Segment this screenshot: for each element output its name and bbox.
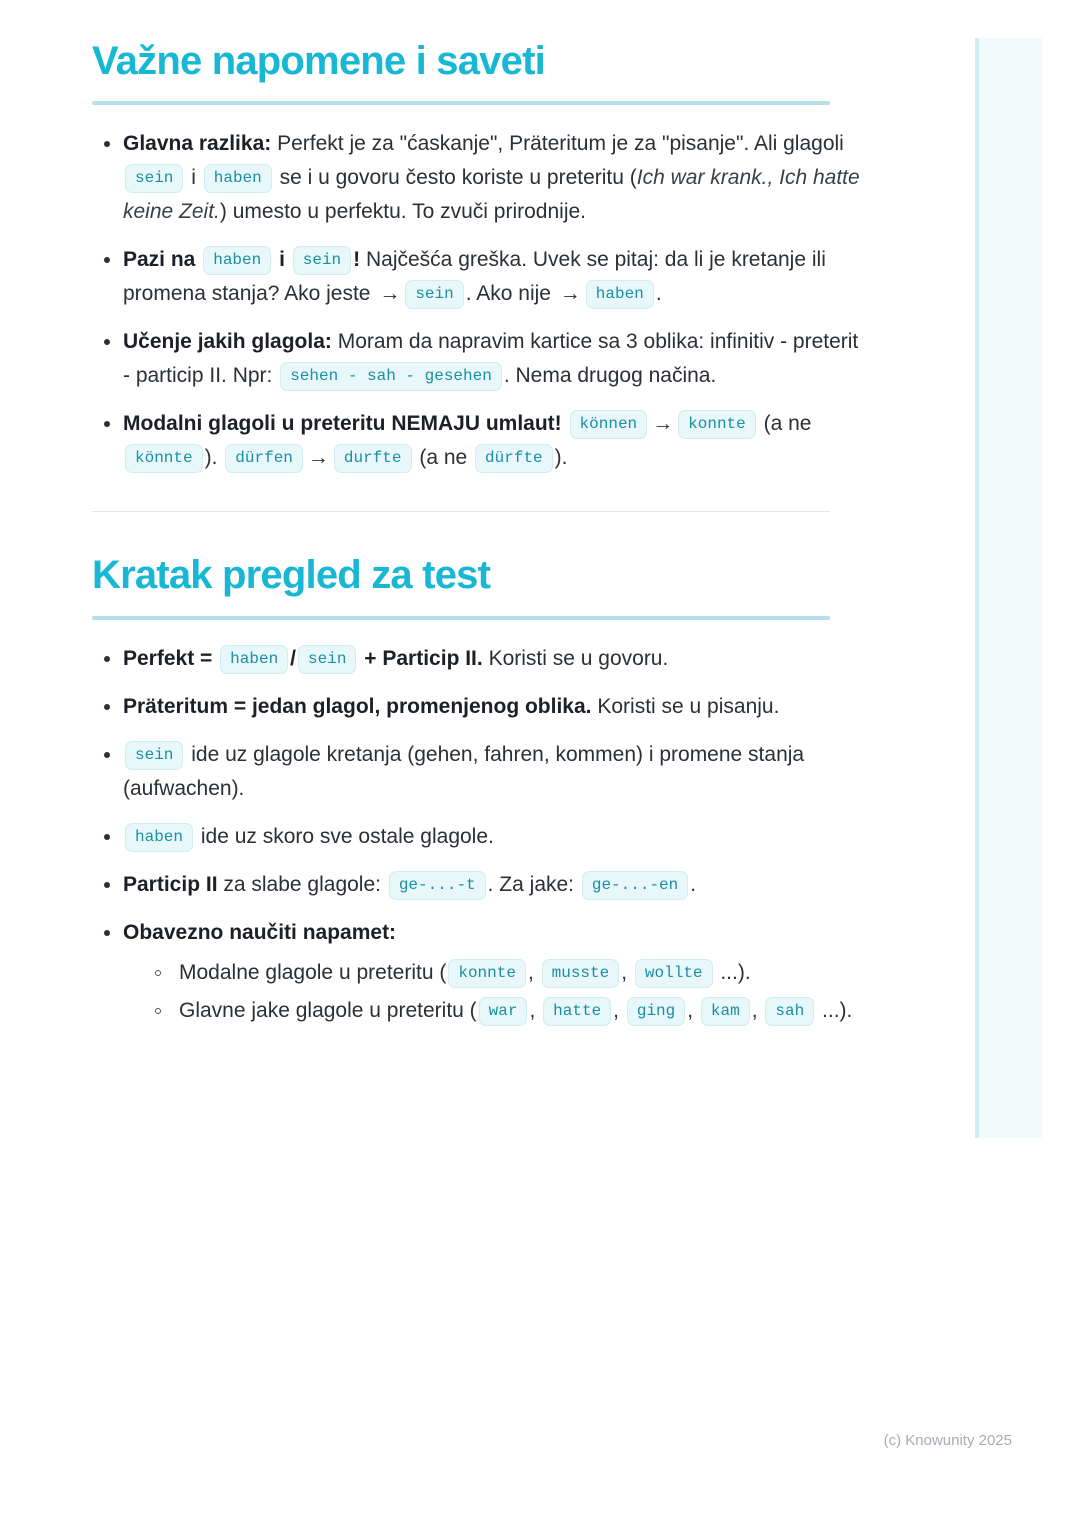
memorize-sublist	[123, 956, 861, 1028]
bullet-text: . Nema drugog načina.	[503, 364, 717, 388]
summary-list	[0, 642, 930, 1028]
notes-list	[0, 127, 930, 475]
bullet-lead: Obavezno naučiti napamet:	[123, 920, 397, 944]
code-chip: musste	[542, 959, 620, 988]
right-decorative-panel	[975, 38, 1042, 1138]
subbullet-text: ,	[613, 998, 625, 1022]
bullet-text: . Za jake:	[487, 872, 580, 896]
title-underline	[92, 616, 830, 620]
section-kratak-pregled	[0, 552, 930, 1027]
page-title: Važne napomene i saveti	[92, 39, 545, 83]
code-chip: sehen - sah - gesehen	[280, 362, 502, 391]
subbullet-text: ,	[527, 960, 540, 984]
bullet-text: Perfekt je za "ćaskanje", Präteritum je za "pisanje". Ali glagoli	[271, 132, 844, 156]
code-chip: konnte	[678, 410, 756, 439]
bullet-text: ).	[554, 446, 568, 470]
arrow-right-icon: →	[559, 282, 581, 306]
bullet-text: . Ako nije	[465, 282, 557, 306]
code-chip: durfte	[334, 444, 412, 473]
example-italic: Ich war krank., Ich hatte keine Zeit.	[123, 166, 860, 224]
bullet-lead: + Particip II.	[364, 646, 483, 670]
bullet-text: ide uz glagole kretanja (gehen, fahren, kommen) i promene stanja (aufwachen).	[123, 742, 805, 800]
code-chip: sah	[765, 997, 814, 1026]
bullet-text: (a ne	[757, 412, 812, 436]
code-chip: sein	[293, 246, 351, 275]
list-item	[155, 994, 861, 1028]
title-underline	[92, 101, 830, 105]
arrow-right-icon: →	[652, 412, 674, 436]
list-item	[92, 868, 861, 902]
bullet-lead: Glavna razlika:	[123, 132, 272, 156]
bullet-text: za slabe glagole:	[217, 872, 387, 896]
subbullet-text: ,	[687, 998, 699, 1022]
slash-separator: /	[290, 646, 297, 670]
code-chip: sein	[125, 741, 183, 770]
bullet-text: ide uz skoro sve ostale glagole.	[195, 824, 494, 848]
bullet-lead: !	[353, 248, 361, 272]
list-item	[92, 820, 861, 854]
list-item	[92, 243, 861, 311]
bullet-lead: Učenje jakih glagola:	[123, 330, 332, 354]
subbullet-text: ...).	[714, 960, 751, 984]
code-chip: sein	[405, 280, 463, 309]
list-item	[92, 325, 861, 393]
code-chip: haben	[203, 246, 271, 275]
arrow-right-icon: →	[307, 446, 329, 470]
bullet-text: .	[690, 872, 697, 896]
subbullet-text: ,	[529, 998, 542, 1022]
bullet-text: se i u govoru često koriste u preteritu (	[273, 166, 637, 190]
code-chip: dürfen	[225, 444, 303, 473]
page-title: Kratak pregled za test	[92, 553, 491, 598]
code-chip: wollte	[635, 959, 713, 988]
bullet-text: Koristi se u govoru.	[482, 646, 669, 670]
section-divider	[92, 511, 830, 512]
list-item	[92, 916, 861, 1028]
subbullet-text: ,	[751, 998, 764, 1022]
subbullet-text: ,	[621, 960, 633, 984]
list-item	[92, 738, 861, 806]
list-item	[155, 956, 861, 990]
arrow-right-icon: →	[379, 282, 401, 306]
code-chip: kam	[701, 997, 750, 1026]
code-chip: haben	[586, 280, 654, 309]
code-chip: ge-...-en	[582, 871, 688, 900]
code-chip: ge-...-t	[389, 871, 486, 900]
bullet-lead: Perfekt =	[123, 646, 213, 670]
code-chip: haben	[220, 645, 288, 674]
code-chip: könnte	[125, 444, 203, 473]
subbullet-text: ...).	[816, 998, 853, 1022]
bullet-text: Moram da napravim kartice sa 3 oblika: infinitiv - preterit - particip II. Npr:	[123, 330, 859, 388]
bullet-lead: Präteritum = jedan glagol, promenjenog oblika.	[123, 694, 592, 718]
bullet-text: Najčešća greška. Uvek se pitaj: da li je kretanje ili promena stanja? Ako jeste	[123, 248, 826, 306]
code-chip: dürfte	[475, 444, 553, 473]
code-chip: sein	[125, 164, 183, 193]
bullet-lead: Particip II	[123, 872, 218, 896]
list-item	[92, 407, 861, 475]
bullet-text: ).	[204, 446, 224, 470]
bullet-text: (a ne	[413, 446, 474, 470]
bullet-text: .	[655, 282, 662, 306]
code-chip: haben	[204, 164, 272, 193]
bullet-text: Koristi se u pisanju.	[591, 694, 780, 718]
bullet-text: i	[185, 166, 202, 190]
bullet-lead: Modalni glagoli u preteritu NEMAJU umlaut!	[123, 412, 562, 436]
list-item	[92, 642, 861, 676]
section-vazne-napomene	[0, 38, 930, 475]
code-chip: können	[570, 410, 648, 439]
subbullet-text: Glavne jake glagole u preteritu (	[179, 998, 477, 1022]
footer-copyright: (c) Knowunity 2025	[883, 1432, 1012, 1449]
list-item	[92, 690, 861, 724]
code-chip: sein	[298, 645, 356, 674]
code-chip: haben	[125, 823, 193, 852]
bullet-lead: Pazi na	[123, 248, 196, 272]
list-item	[92, 127, 861, 229]
code-chip: hatte	[543, 997, 611, 1026]
code-chip: war	[479, 997, 528, 1026]
code-chip: konnte	[448, 959, 526, 988]
subbullet-text: Modalne glagole u preteritu (	[179, 960, 447, 984]
bullet-text: i	[273, 248, 291, 272]
bullet-text: ) umesto u perfektu. To zvuči prirodnije.	[219, 200, 587, 224]
code-chip: ging	[627, 997, 685, 1026]
